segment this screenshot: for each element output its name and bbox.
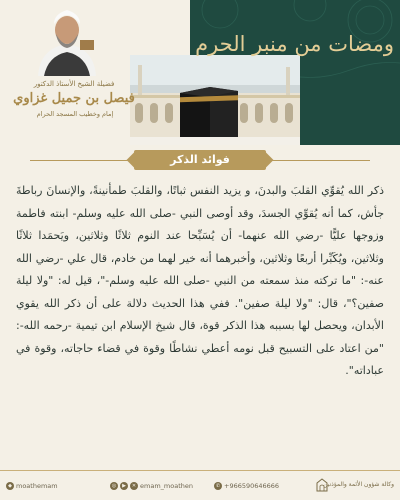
youtube-icon: ▶: [120, 482, 128, 490]
badge-divider-left: [30, 160, 134, 161]
sheikh-title: فضيلة الشيخ الأستاذ الدكتور: [33, 80, 115, 88]
footer-handle-2[interactable]: [110, 480, 193, 492]
whatsapp-icon: ✆: [215, 483, 221, 489]
footer-phone[interactable]: [214, 480, 279, 492]
kaaba-photo: [130, 55, 300, 145]
series-title: ومضات من منبر الحرم: [195, 32, 394, 56]
sheikh-photo: [30, 0, 104, 76]
snapchat-icon: ◆: [6, 482, 14, 490]
footer-handle-1[interactable]: [6, 480, 58, 492]
footer-handle-1-text: moathemam: [16, 482, 58, 490]
badge-divider-right: [266, 160, 370, 161]
x-icon: ✕: [131, 483, 137, 489]
header: [0, 0, 400, 145]
footer: [0, 472, 400, 500]
footer-org-name: وكالة شؤون الأئمة والمؤذنين: [323, 481, 394, 488]
footer-handle-2-text: emam_moathen: [140, 482, 193, 490]
instagram-icon: ◎: [111, 483, 117, 489]
footer-phone-text: +966590646666: [224, 482, 280, 490]
article-title: فوائد الذكر: [170, 153, 230, 166]
article-body: ذكر الله يُقوِّي القلبَ والبدنَ، و يزيد النفس ثباتًا، والقلبَ طمأنينةً، والإنسانَ رباطةَ جأش، كما أنه يُقوِّي الجسدَ، وقد أوصى النبي -صلى الله عليه وسلم- ابنته فاطمة وزوجها عليًّا -رضي الله عنهما- أن يُسَبِّحا عند النوم ثلاثًا وثلاثين، ويَحمَدا ثلاثًا وثلاثين، ويُكَبِّرا أربعًا وثلاثين، وأخبرهما أنه خير لهما من خادم، قال علي -رضي الله عنه-: "ما تركته منذ سمعته من النبي -صلى الله عليه وسلم-"، قيل له: "ولا ليلة صفين؟"، قال: "ولا ليلة صفين". ففي هذا الحديث دلالة على أن ذكر الله يقوي الأبدان، ويحصل لها بسببه هذا الذكر قوة، قال شيخ الإسلام ابن تيمية -رحمه الله-: "من اعتاد على التسبيح قبل نومه أعطي نشاطًا وقوة في قضاء حاجاته، وقوة في عباداته".: [16, 184, 384, 377]
sheikh-name: فيصل بن جميل غزاوي: [13, 91, 135, 106]
footer-divider: [0, 470, 400, 471]
article-title-badge: [134, 150, 266, 170]
sheikh-role: إمام وخطيب المسجد الحرام: [36, 110, 114, 118]
